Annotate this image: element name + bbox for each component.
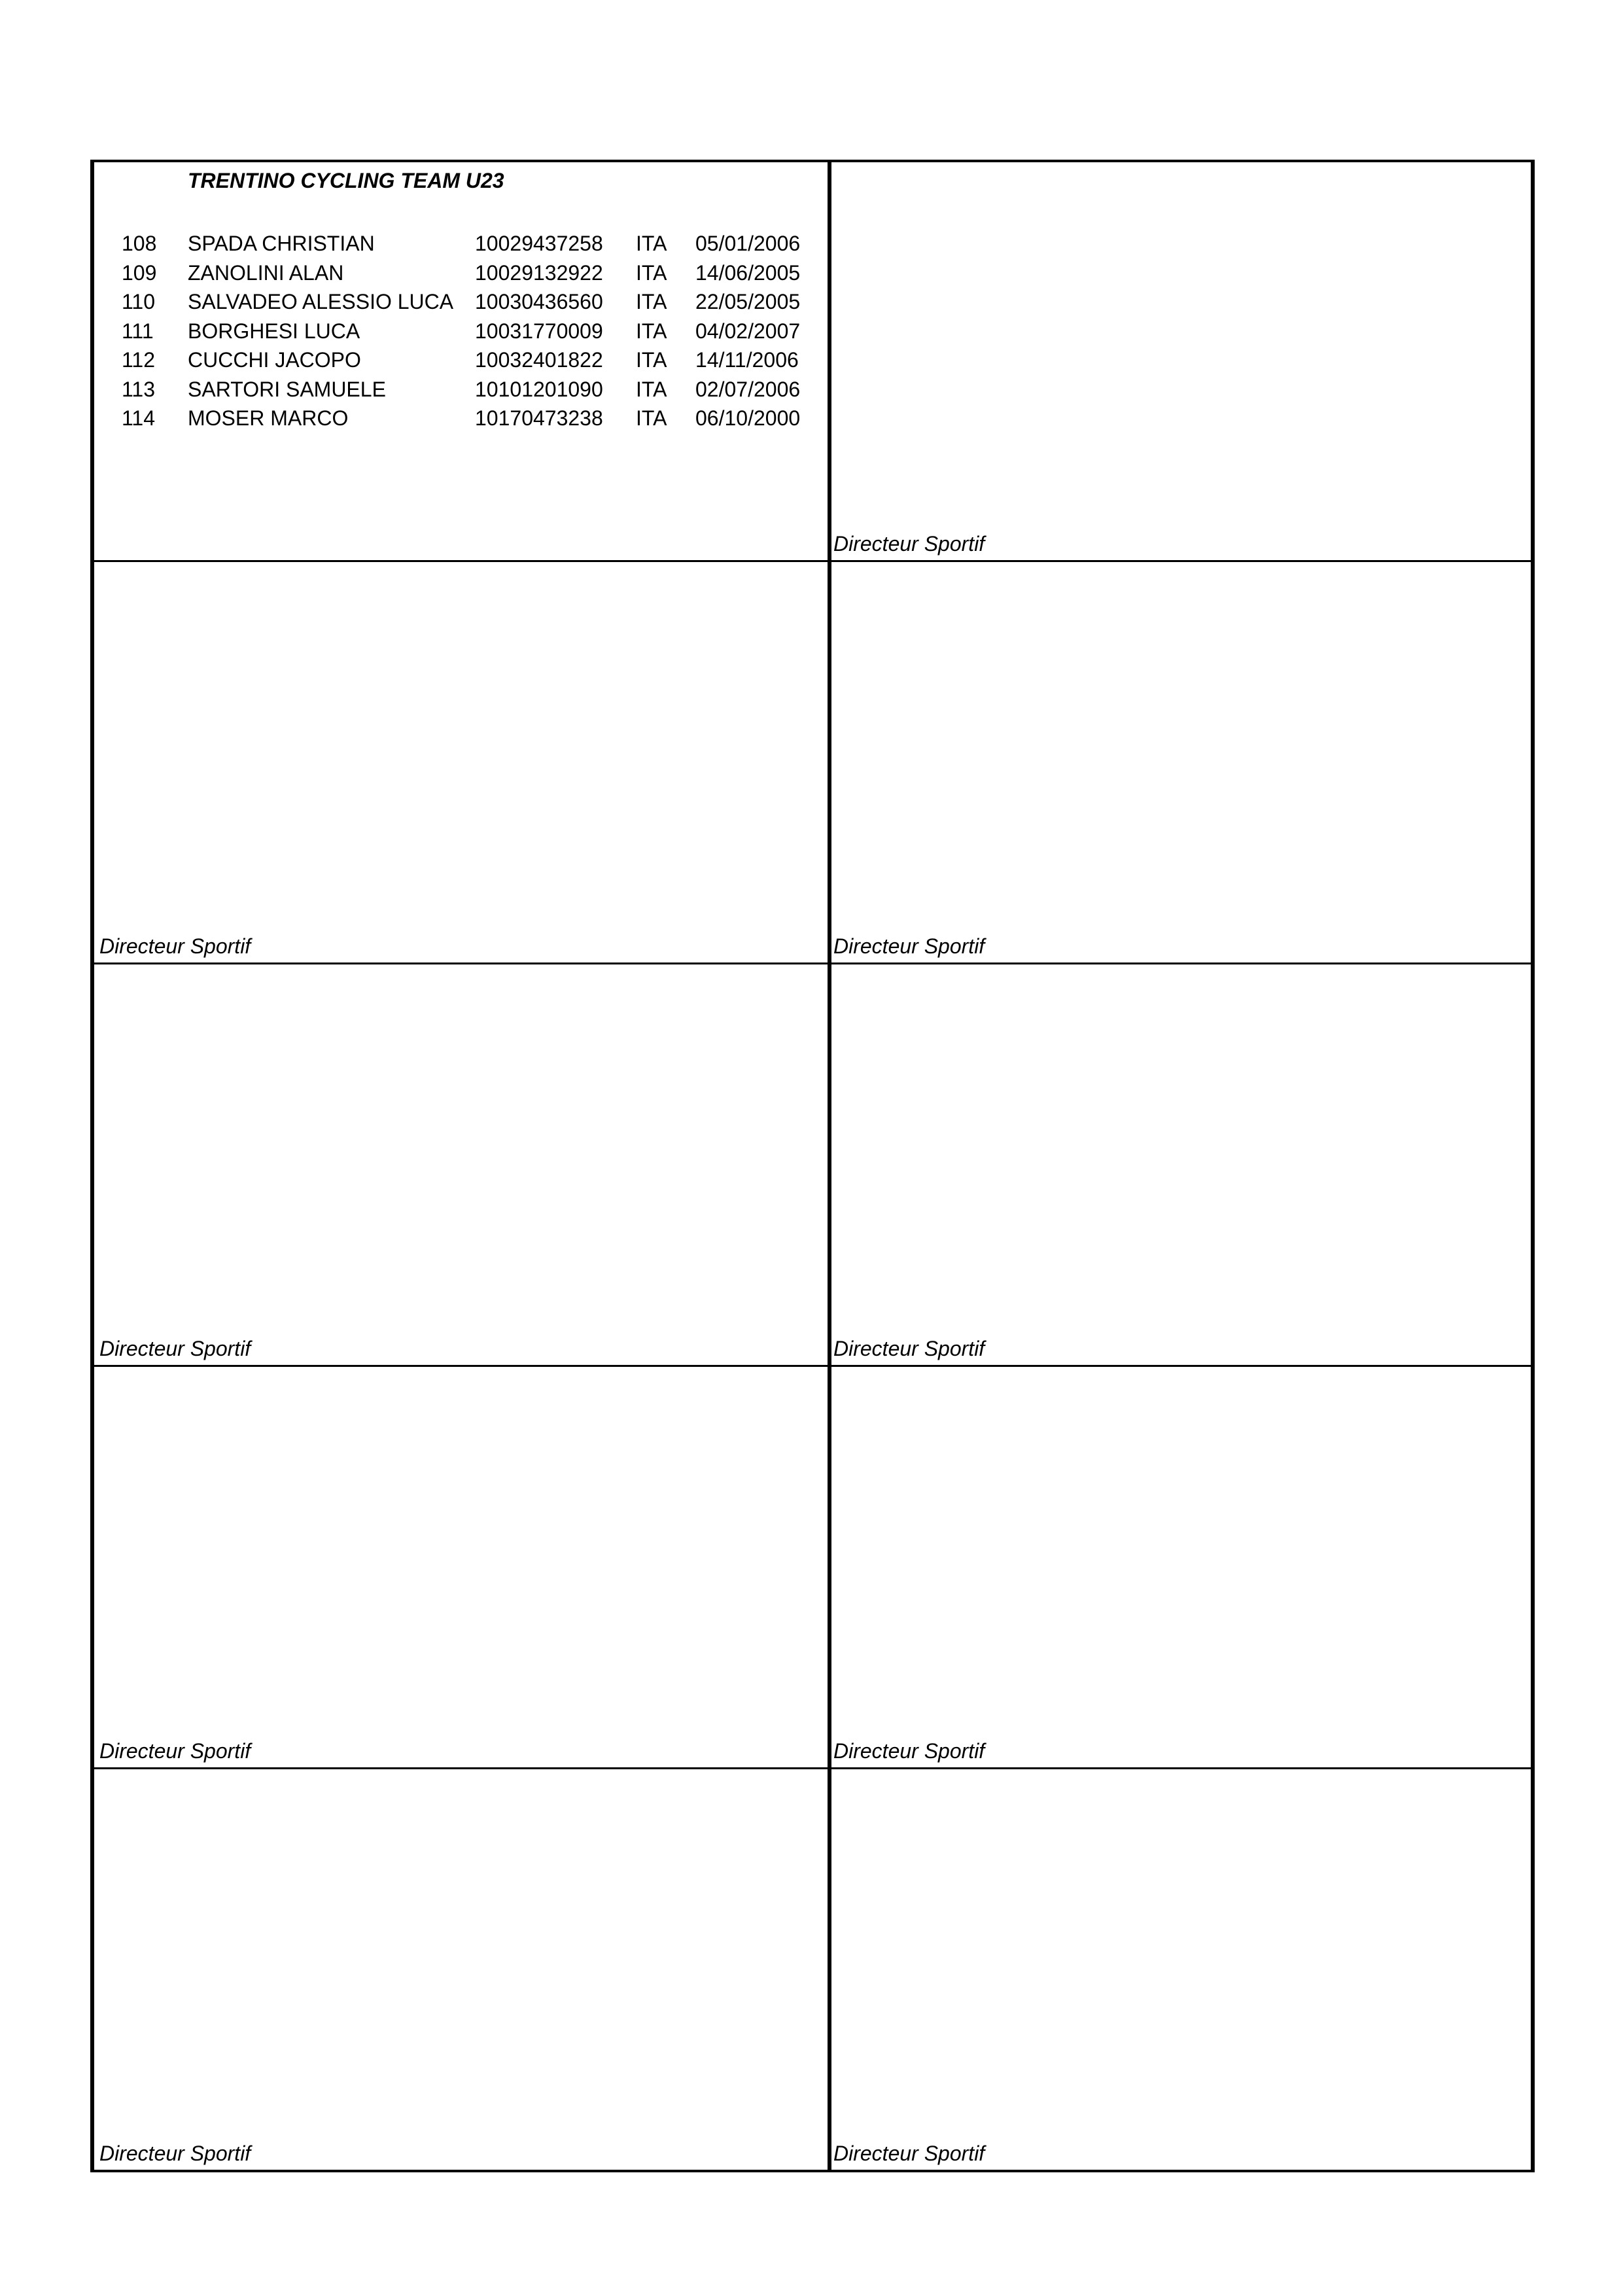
row-divider	[94, 1767, 1531, 1769]
rider-name: MOSER MARCO	[188, 406, 349, 430]
rider-nationality: ITA	[636, 377, 667, 401]
rider-birth-date: 04/02/2007	[695, 319, 801, 343]
rider-number: 111	[122, 319, 154, 343]
rider-nationality: ITA	[636, 232, 667, 255]
rider-nationality: ITA	[636, 290, 667, 313]
rider-uci-id: 10170473238	[475, 406, 603, 430]
rider-nationality: ITA	[636, 406, 667, 430]
rider-number: 114	[122, 406, 156, 430]
row-divider	[94, 963, 1531, 964]
rider-name: BORGHESI LUCA	[188, 319, 360, 343]
rider-uci-id: 10101201090	[475, 377, 603, 401]
directeur-sportif-label: Directeur Sportif	[99, 2142, 251, 2165]
rider-number: 112	[122, 348, 156, 372]
directeur-sportif-label: Directeur Sportif	[833, 1337, 985, 1360]
directeur-sportif-label: Directeur Sportif	[833, 934, 985, 958]
rider-number: 110	[122, 290, 156, 313]
rider-birth-date: 02/07/2006	[695, 377, 801, 401]
column-divider	[828, 162, 831, 2170]
rider-number: 108	[122, 232, 157, 255]
directeur-sportif-label: Directeur Sportif	[833, 1739, 985, 1763]
rider-birth-date: 14/11/2006	[695, 348, 799, 372]
rider-nationality: ITA	[636, 348, 667, 372]
directeur-sportif-label: Directeur Sportif	[99, 1337, 251, 1360]
team-cell	[94, 162, 828, 560]
rider-name: ZANOLINI ALAN	[188, 260, 344, 285]
rider-uci-id: 10029132922	[475, 260, 603, 285]
rider-number: 113	[122, 377, 156, 401]
rider-name: CUCCHI JACOPO	[188, 348, 361, 372]
row-divider	[94, 560, 1531, 562]
team-name: TRENTINO CYCLING TEAM U23	[188, 169, 504, 192]
rider-uci-id: 10029437258	[475, 232, 603, 255]
rider-uci-id: 10032401822	[475, 348, 603, 372]
rider-name: SPADA CHRISTIAN	[188, 232, 375, 255]
rider-birth-date: 06/10/2000	[695, 406, 801, 430]
directeur-sportif-label: Directeur Sportif	[99, 1739, 251, 1763]
rider-nationality: ITA	[636, 260, 667, 285]
rider-uci-id: 10031770009	[475, 319, 603, 343]
directeur-sportif-label: Directeur Sportif	[833, 532, 985, 556]
directeur-sportif-label: Directeur Sportif	[833, 2142, 985, 2165]
rider-nationality: ITA	[636, 319, 667, 343]
directeur-sportif-label: Directeur Sportif	[99, 934, 251, 958]
rider-birth-date: 22/05/2005	[695, 290, 801, 313]
rider-uci-id: 10030436560	[475, 290, 603, 313]
rider-birth-date: 14/06/2005	[695, 260, 801, 285]
team-sheet-grid	[90, 160, 1535, 2172]
rider-birth-date: 05/01/2006	[695, 232, 801, 255]
rider-number: 109	[122, 260, 157, 285]
rider-name: SARTORI SAMUELE	[188, 377, 386, 401]
rider-name: SALVADEO ALESSIO LUCA	[188, 290, 454, 313]
row-divider	[94, 1365, 1531, 1367]
